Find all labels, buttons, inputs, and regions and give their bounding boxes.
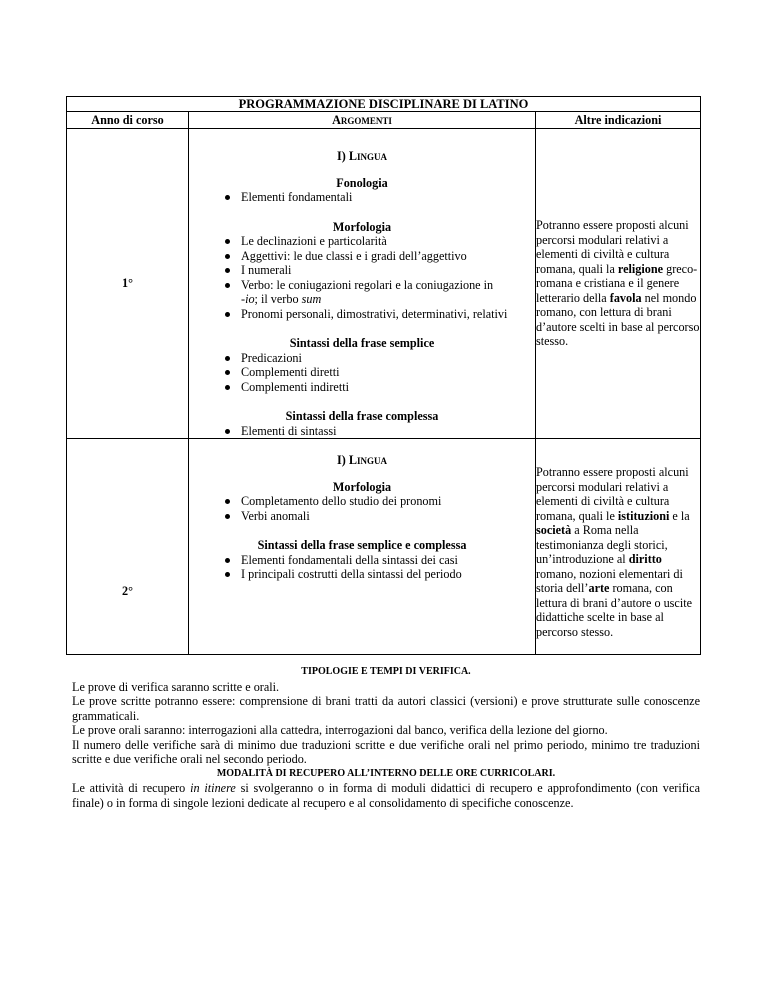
notes-bold-favola: favola — [609, 290, 642, 305]
list-item: Verbi anomali — [189, 509, 535, 524]
list-item: Complementi indiretti — [189, 380, 535, 395]
header-altre-indicazioni: Altre indicazioni — [536, 112, 701, 129]
list-item: Complementi diretti — [189, 365, 535, 380]
header-anno: Anno di corso — [67, 112, 189, 129]
year-cell-2 — [67, 439, 189, 655]
notes-text: nel mondo romano, con lettura di brani d’autore scelti in base al percorso stesso. — [536, 290, 700, 349]
list-item: Elementi fondamentali — [189, 190, 535, 205]
notes-text: Potranno essere proposti alcuni percorsi modulari relativi a elementi di civiltà e cultura romana, quali le — [536, 465, 689, 523]
row-year-1 — [67, 129, 701, 439]
sintassi-semplice-list — [189, 351, 535, 395]
morfologia-list-1 — [189, 234, 535, 321]
notes-year-1 — [536, 129, 701, 439]
notes-text: a Roma nella testimonianza degli storici, un’introduzione al — [536, 523, 668, 566]
notes-text: romana, con lettura di brani d’autore o uscite didattiche scelte in base al percorso stesso. — [536, 581, 693, 639]
fonologia-title: Fonologia — [336, 175, 388, 190]
notes-bold-societa: società — [536, 523, 572, 537]
recupero-in-itinere: in itinere — [190, 781, 236, 795]
morfologia-title-2: Morfologia — [332, 479, 392, 494]
programmazione-table — [66, 96, 701, 655]
verbo-io: io — [245, 292, 255, 306]
notes-bold-religione: religione — [617, 261, 664, 276]
sintassi-list-2 — [189, 553, 535, 582]
verifica-p2: Le prove scritte potranno essere: comprensione di brani tratti da autori classici (versioni) e prove strutturate sulle conoscenze grammaticali. — [72, 694, 700, 723]
morfologia-list-2 — [189, 494, 535, 523]
table-title: PROGRAMMAZIONE DISCIPLINARE DI LATINO — [67, 97, 701, 112]
list-item: Predicazioni — [189, 351, 535, 366]
bottom-text — [72, 665, 700, 810]
recupero-text: si svolgeranno o in forma di moduli didattici di recupero e approfondimento (con verifica finale) o in forma di singole lezioni dedicate al recupero e al consolidamento di specifiche conoscenze. — [72, 781, 700, 810]
sintassi-semplice-title: Sintassi della frase semplice — [289, 336, 435, 350]
list-item: Pronomi personali, dimostrativi, determinativi, relativi — [189, 307, 535, 322]
row-year-2 — [67, 439, 701, 655]
notes-text: e la — [669, 508, 690, 523]
notes-bold-arte: arte — [588, 581, 610, 595]
verifica-p4: Il numero delle verifiche sarà di minimo due traduzioni scritte e due verifiche orali nel primo periodo, minimo tre traduzioni scritte e due verifiche orali nel secondo periodo. — [72, 737, 700, 766]
recupero-paragraph — [72, 781, 700, 810]
notes-text: Potranno essere proposti alcuni percorsi modulari relativi a elementi di civiltà e cultura romana, quali la — [536, 218, 689, 276]
sintassi-title-2: Sintassi della frase semplice e complessa — [257, 538, 467, 552]
verbo-sum: sum — [301, 292, 322, 306]
list-item: I principali costrutti della sintassi del periodo — [189, 567, 535, 582]
header-argomenti: Argomenti — [189, 112, 536, 129]
recupero-text: Le attività di recupero — [72, 781, 191, 795]
verbo-line: Verbo: le coniugazioni regolari e la coniugazione in — [241, 277, 494, 292]
sintassi-complessa-title: Sintassi della frase complessa — [285, 409, 439, 423]
list-item: I numerali — [189, 263, 535, 278]
notes-text: greco-romana e cristiana e il genere letterario della — [536, 261, 698, 305]
notes-bold-istituzioni: istituzioni — [617, 508, 670, 523]
verifica-heading: TIPOLOGIE E TEMPI DI VERIFICA. — [301, 666, 471, 677]
list-item-verbo — [189, 278, 535, 307]
verifica-p1: Le prove di verifica saranno scritte e orali. — [72, 679, 280, 694]
year-label-1: 1° — [67, 129, 189, 439]
notes-year-2 — [536, 439, 701, 655]
section-lingua-1: I) Lingua — [337, 149, 387, 163]
morfologia-title-1: Morfologia — [332, 219, 392, 234]
notes-bold-diritto: diritto — [628, 552, 662, 566]
recupero-heading: MODALITÀ DI RECUPERO ALL’INTERNO DELLE ORE CURRICOLARI. — [216, 767, 556, 779]
verifica-p3: Le prove orali saranno: interrogazioni alla cattedra, interrogazioni dal banco, verifica della lezione del giorno. — [72, 723, 608, 737]
list-item: Le declinazioni e particolarità — [189, 234, 535, 249]
notes-text: romano, nozioni elementari di storia dell’ — [536, 566, 683, 595]
sintassi-complessa-list — [189, 424, 535, 439]
verbo-cont-dash: - — [241, 292, 246, 306]
verbo-cont: ; il verbo — [254, 292, 302, 306]
topics-year-1 — [189, 129, 536, 439]
list-item: Elementi di sintassi — [189, 424, 535, 439]
section-lingua-2: I) Lingua — [337, 453, 387, 467]
year-label-2: 2° — [122, 584, 133, 598]
fonologia-list — [189, 190, 535, 205]
list-item: Elementi fondamentali della sintassi dei casi — [189, 553, 535, 568]
topics-year-2 — [189, 439, 536, 655]
list-item: Completamento dello studio dei pronomi — [189, 494, 535, 509]
list-item: Aggettivi: le due classi e i gradi dell’aggettivo — [189, 249, 535, 264]
